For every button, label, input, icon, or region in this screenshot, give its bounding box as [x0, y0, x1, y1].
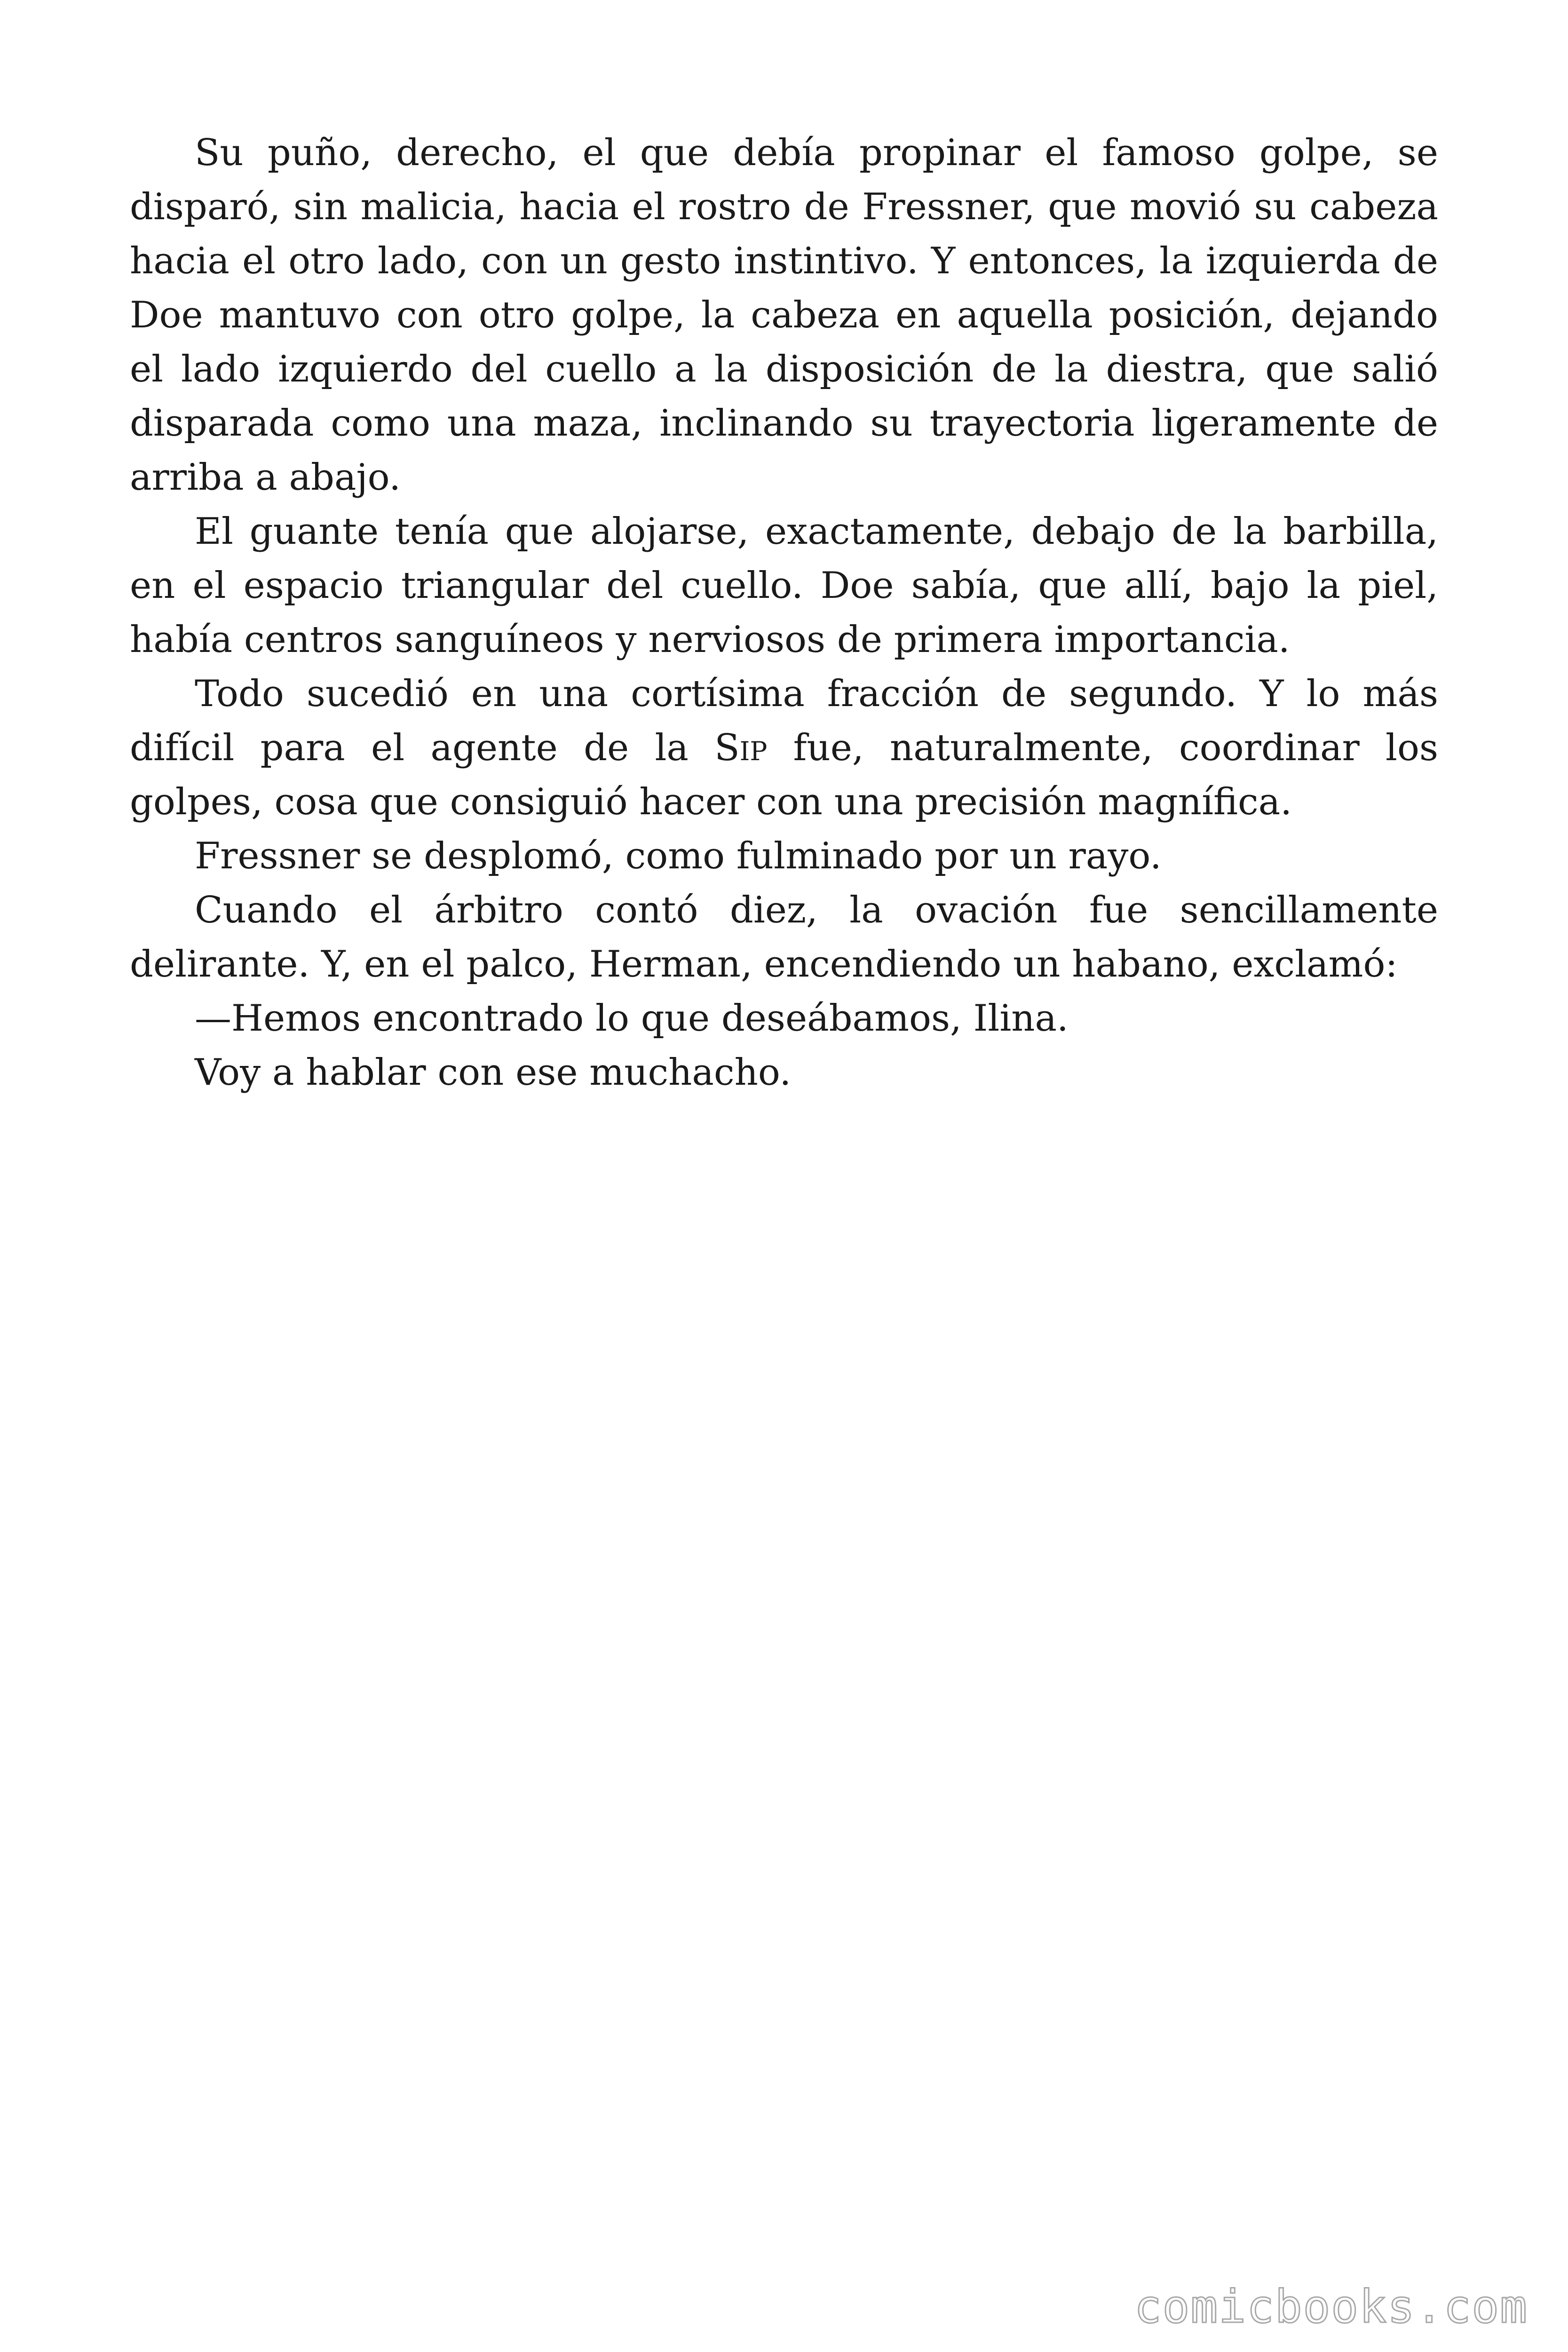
- paragraph-3: [130, 667, 1438, 829]
- body-text: [130, 126, 1438, 1100]
- paragraph-3-start: Todo sucedió en una cortísima fracción de segundo. Y lo más difícil para el agente de la: [130, 673, 1438, 769]
- paragraph-1: Su puño, derecho, el que debía propinar el famoso golpe, se disparó, sin malicia, hacia el rostro de Fressner, que movió su cabeza hacia el otro lado, con un gesto instintivo. Y entonces, la izquierda de Doe mantuvo con otro golpe, la cabeza en aquella posición, dejando el lado izquierdo del cuello a la disposición de la diestra, que salió disparada como una maza, inclinando su trayectoria ligeramente de arriba a abajo.: [130, 132, 1438, 499]
- watermark: comicbooks.com: [1134, 2280, 1528, 2333]
- paragraph-7: Voy a hablar con ese muchacho.: [195, 1051, 792, 1094]
- paragraph-2: El guante tenía que alojarse, exactamente, debajo de la barbilla, en el espacio triangular del cuello. Doe sabía, que allí, bajo la piel, había centros sanguíneos y nerviosos de primera importancia.: [130, 510, 1438, 661]
- paragraph-5: Cuando el árbitro contó diez, la ovación fue sencillamente delirante. Y, en el palco, Herman, encendiendo un habano, exclamó:: [130, 889, 1438, 985]
- agency-acronym: Sip: [714, 727, 768, 769]
- paragraph-6-dialogue: —Hemos encontrado lo que deseábamos, Ilina.: [195, 997, 1069, 1040]
- paragraph-4: Fressner se desplomó, como fulminado por un rayo.: [195, 835, 1162, 877]
- paragraph-3-end: fue, naturalmente, coordinar los golpes, cosa que consiguió hacer con una precisión magnífica.: [130, 727, 1438, 823]
